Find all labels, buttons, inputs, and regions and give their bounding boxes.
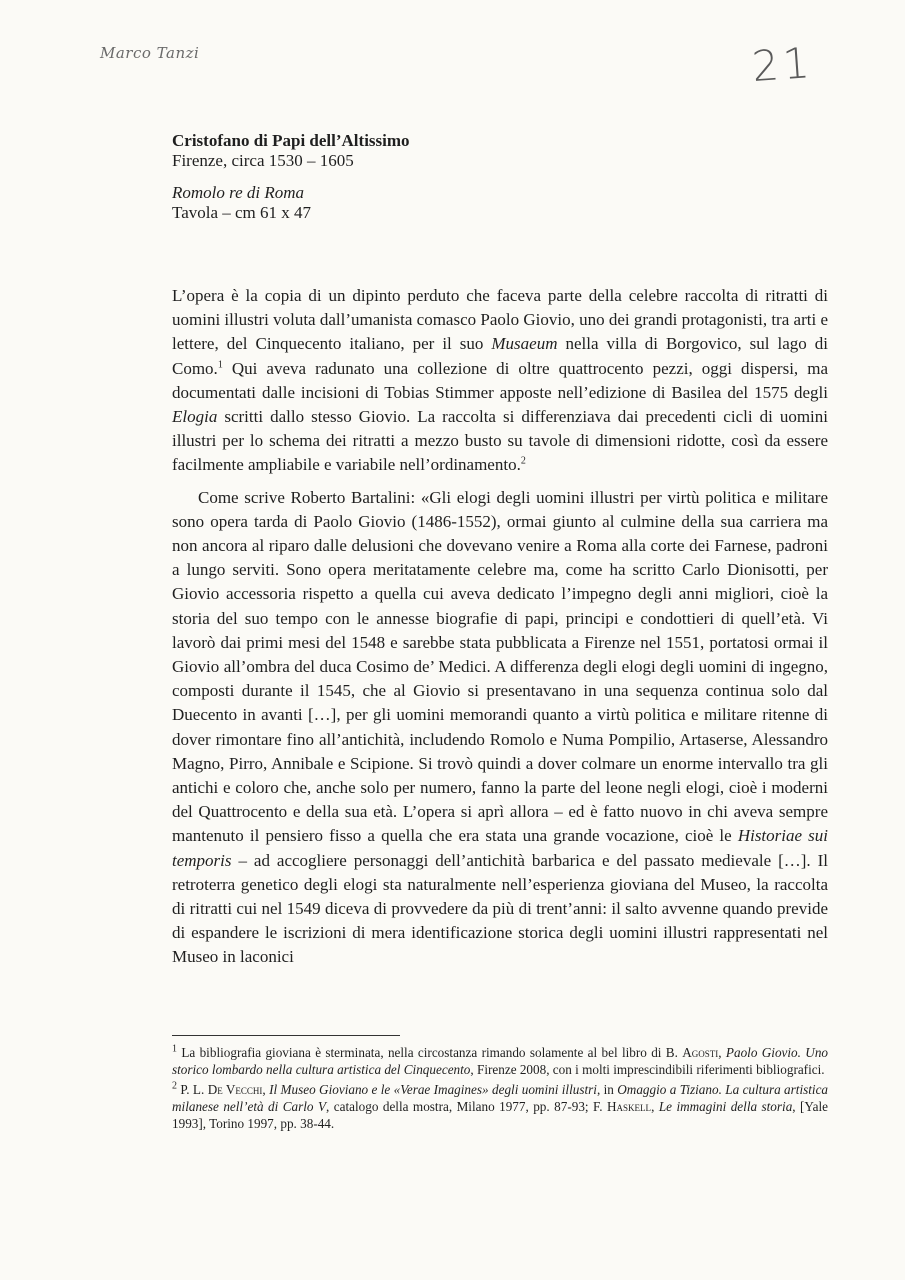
musaeum-italic: Musaeum	[491, 334, 558, 354]
elogia-italic: Elogia	[172, 407, 218, 427]
historiae-italic: Historiae sui temporis	[172, 826, 829, 870]
footnote-1: $^1$ La bibliografia gioviana è sterminata, nella circostanza rimando solamente al bel libro di B. Agosti, Paolo Giovio. Uno storico lombardo nella cultura artistica del Cinquecento, Firenze 2008, con i molti imprescindibili riferimenti bibliografici.	[172, 1043, 829, 1077]
handwritten-page-number: 21	[750, 37, 816, 92]
paragraph-1: L’opera è la copia di un dipinto perduto che faceva parte della celebre raccolta di ritratti di uomini illustri voluta dall’umanista comasco Paolo Giovio, uno dei grandi protagonisti, tra arti e lettere, del Cinquecento italiano, per il suo Musaeum nella villa di Borgovico, sul lago di Como.$^1$ Qui aveva radunato una collezione di oltre quattrocento pezzi, oggi dispersi, ma documentati dalle incisioni di Tobias Stimmer apposte nell’edizione di Basilea del 1575 degli Elogia scritti dallo stesso Giovio. La raccolta si differenziava dai precedenti cicli di uomini illustri per lo schema dei ritratti a mezzo busto su tavole di dimensioni ridotte, così da essere facilmente ampliabile e variabile nell’ordinamento.$^2$	[172, 286, 828, 475]
handwritten-signature: Marco Tanzi	[100, 44, 200, 62]
footnote-ref-1: 1	[217, 358, 223, 370]
footnotes	[172, 1044, 828, 1132]
artwork-header	[172, 131, 410, 223]
artwork-medium: Tavola – cm 61 x 47	[172, 203, 312, 222]
footnote-ref-2: 2	[520, 455, 526, 467]
footnote-divider	[172, 1035, 400, 1036]
body-text	[172, 284, 828, 970]
footnote-2: $^2$ P. L. De Vecchi, Il Museo Gioviano e le «Verae Imagines» degli uomini illustri, in Omaggio a Tiziano. La cultura artistica milanese nell’età di Carlo V, catalogo della mostra, Milano 1977, pp. 87-93; F. Haskell, Le immagini della storia, [Yale 1993], Torino 1997, pp. 38-44.	[172, 1080, 829, 1131]
artist-name: Cristofano di Papi dell’Altissimo	[172, 131, 410, 150]
artist-place-dates: Firenze, circa 1530 – 1605	[172, 151, 354, 170]
paragraph-2: Come scrive Roberto Bartalini: «Gli elogi degli uomini illustri per virtù politica e militare sono opera tarda di Paolo Giovio (1486-1552), ormai giunto al culmine della sua carriera ma non ancora al riparo dalle delusioni che dovevano venire a Roma alla corte dei Farnese, padroni a lungo serviti. Sono opera meritatamente celebre ma, come ha scritto Carlo Dionisotti, per Giovio accessoria rispetto a quella cui aveva dedicato l’impegno degli anni migliori, cioè la storia del suo tempo con le annesse biografie di papi, principi e condottieri di quell’età. Vi lavorò dai primi mesi del 1548 e sarebbe stata pubblicata a Firenze nel 1551, portatosi ormai il Giovio all’ombra del duca Cosimo de’ Medici. A differenza degli elogi degli uomini di ingegno, composti durante il 1545, che al Giovio si presentavano in una sequenza continua solo dal Duecento in avanti […], per gli uomini memorandi quanto a virtù politica e militare ritenne di dover rimontare fino all’antichità, includendo Romolo e Numa Pompilio, Artaserse, Alessandro Magno, Pirro, Annibale e Scipione. Si trovò quindi a dover colmare un enorme intervallo tra gli antichi e coloro che, anche solo per numero, fanno la parte del leone negli elogi, cioè i moderni del Quattrocento e della sua età. L’opera si aprì allora – ed è fatto nuovo in chi aveva sempre mantenuto il pensiero fisso a quella che era stata una grande vocazione, cioè le Historiae sui temporis – ad accogliere personaggi dell’antichità barbarica e del passato medievale […]. Il retroterra genetico degli elogi sta naturalmente nell’esperienza gioviana del Museo, la raccolta di ritratti cui nel 1549 diceva di provvedere da più di trent’anni: il salto avvenne quando previde di espandere le iscrizioni di mera identificazione storica degli uomini illustri rappresentati nel Museo in laconici	[172, 487, 829, 967]
artwork-title: Romolo re di Roma	[172, 183, 305, 202]
